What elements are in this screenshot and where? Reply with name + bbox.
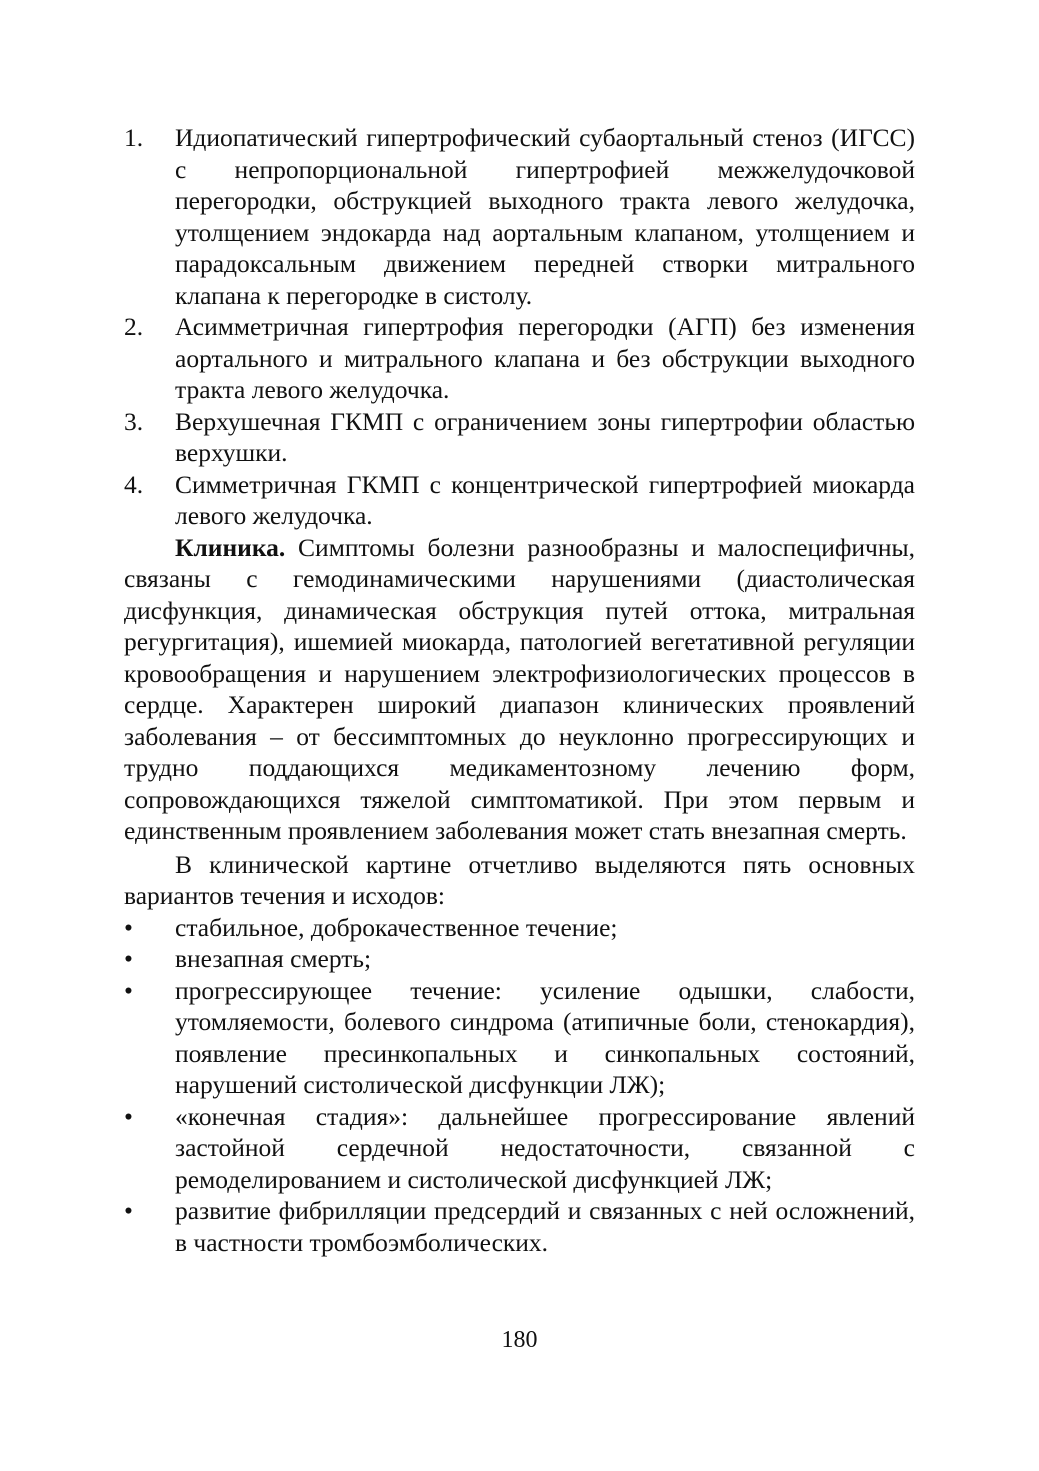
list-item	[124, 311, 915, 406]
list-number: 4.	[124, 469, 144, 499]
clinic-text: Симптомы болезни разнообразны и малоспецифичны, связаны с гемодинамическими нарушениями (диастолическая дисфункция, динамическая обструкция путей оттока, митральная регургитация), ишемией миокарда, патологией вегетативной регуляции кровообращения и нарушением электрофизиологических процессов в сердце. Характерен широкий диапазон клинических проявлений заболевания – от бессимптомных до неуклонно прогрессирующих и трудно поддающихся медикаментозному лечению форм, сопровождающихся тяжелой симптоматикой. При этом первым и единственным проявлением заболевания может стать внезапная смерть.	[124, 532, 915, 845]
bullet-text: стабильное, доброкачественное течение;	[175, 912, 618, 942]
bullet-marker: •	[124, 912, 133, 942]
page-body	[124, 122, 915, 1258]
bullet-marker: •	[124, 1196, 133, 1225]
list-item	[124, 469, 915, 532]
list-item	[124, 406, 915, 469]
bullet-item	[124, 912, 915, 944]
list-item-text: Асимметричная гипертрофия перегородки (АГП) без изменения аортального и митрального клапана и без обструкции выходного тракта левого желудочка.	[175, 312, 915, 404]
list-number: 3.	[124, 406, 144, 436]
intro-paragraph: В клинической картине отчетливо выделяются пять основных вариантов течения и исходов:	[124, 849, 915, 910]
bullet-text: «конечная стадия»: дальнейшее прогрессирование явлений застойной сердечной недостаточности, связанной с ремоделированием и систолической дисфункцией ЛЖ;	[175, 1101, 915, 1194]
bullet-marker: •	[124, 1101, 133, 1131]
bullet-text: внезапная смерть;	[175, 944, 372, 973]
bullet-text: прогрессирующее течение: усиление одышки, слабости, утомляемости, болевого синдрома (атипичные боли, стенокардия), появление пресинкопальных и синкопальных состояний, нарушений систолической дисфункции ЛЖ);	[175, 975, 915, 1099]
list-item-text: Идиопатический гипертрофический субаортальный стеноз (ИГСС) с непропорциональной гипертрофией межжелудочковой перегородки, обструкцией выходного тракта левого желудочка, утолщением эндокарда над аортальным клапаном, утолщением и парадоксальным движением передней створки митрального клапана к перегородке в систолу.	[175, 123, 915, 310]
bullet-item	[124, 975, 915, 1101]
list-number: 2.	[124, 312, 144, 341]
list-item	[124, 122, 915, 311]
bullet-item	[124, 943, 915, 975]
bullet-marker: •	[124, 944, 133, 973]
bullet-text: развитие фибрилляции предсердий и связанных с ней осложнений, в частности тромбоэмболических.	[175, 1196, 915, 1257]
list-item-text: Симметричная ГКМП с концентрической гипертрофией миокарда левого желудочка.	[175, 469, 915, 530]
bullet-item	[124, 1195, 915, 1258]
clinic-heading: Клиника.	[175, 532, 286, 562]
bullet-marker: •	[124, 975, 133, 1005]
list-number: 1.	[124, 123, 144, 152]
clinic-paragraph	[124, 532, 915, 847]
list-item-text: Верхушечная ГКМП с ограничением зоны гипертрофии областью верхушки.	[175, 406, 915, 467]
bullet-item	[124, 1101, 915, 1196]
page-number: 180	[501, 1327, 538, 1353]
